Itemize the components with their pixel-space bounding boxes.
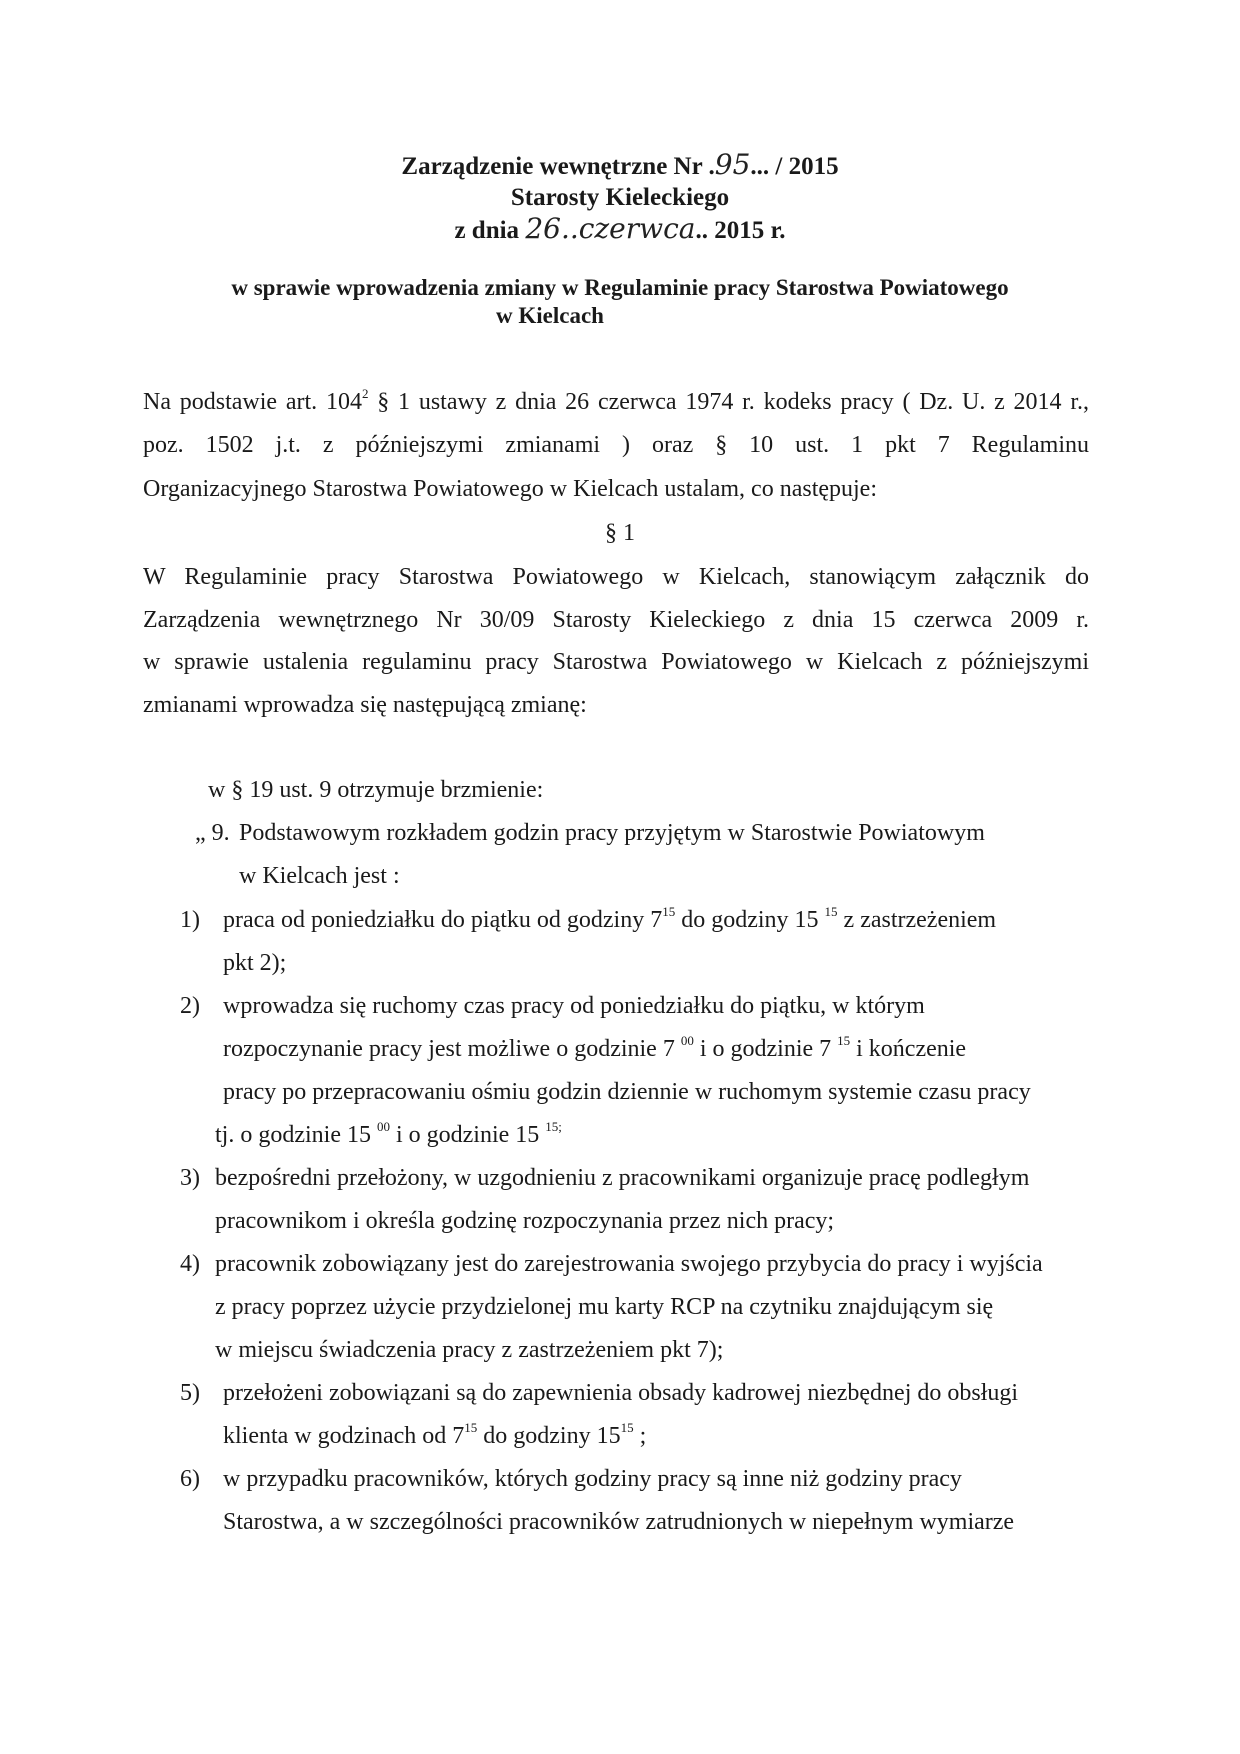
date-prefix: z dnia [454, 217, 526, 244]
superscript: 15 [464, 1420, 478, 1435]
list-item-number: 1) [180, 907, 200, 933]
handwritten-date: 26..czerwca [525, 212, 696, 245]
list-item-line: Starostwa, a w szczególności pracowników zatrudnionych w niepełnym wymiarze [223, 1509, 1015, 1535]
title-prefix: Zarządzenie wewnętrzne Nr . [401, 153, 715, 180]
superscript: 00 [376, 1119, 390, 1134]
item-text: tj. o godzinie 15 [215, 1122, 377, 1148]
list-item-number: 2) [180, 993, 200, 1019]
handwritten-number: 95 [714, 148, 751, 181]
superscript: 2 [361, 386, 369, 401]
list-item-line: pracownikom i określa godzinę rozpoczynania przez nich pracy; [215, 1208, 835, 1234]
date-suffix: .. 2015 r. [695, 217, 786, 244]
section-line-2: Zarządzenia wewnętrznego Nr 30/09 Starosty Kieleckiego z dnia 15 czerwca 2009 r. [143, 607, 1089, 633]
list-item-number: 6) [180, 1466, 200, 1492]
superscript: 15 [662, 904, 676, 919]
item-text: z zastrzeżeniem [837, 907, 997, 933]
item-text: ; [633, 1423, 647, 1449]
superscript: 00 [680, 1033, 694, 1048]
list-item-line: w przypadku pracowników, których godziny pracy są inne niż godziny pracy [223, 1466, 962, 1492]
preamble-line-2: poz. 1502 j.t. z późniejszymi zmianami ) oraz § 10 ust. 1 pkt 7 Regulaminu [143, 432, 1089, 458]
issue-date [0, 214, 1240, 246]
section-line-1: W Regulaminie pracy Starostwa Powiatowego w Kielcach, stanowiącym załącznik do [143, 564, 1089, 590]
list-item-line: w miejscu świadczenia pracy z zastrzeżeniem pkt 7); [215, 1337, 724, 1363]
section-line-4: zmianami wprowadza się następującą zmianę: [143, 692, 587, 718]
item-text: praca od poniedziałku do piątku od godziny 7 [223, 907, 663, 933]
issuer: Starosty Kieleckiego [510, 184, 730, 211]
paragraph-9-line-2: w Kielcach jest : [239, 863, 400, 889]
list-item-number: 3) [180, 1165, 200, 1191]
paragraph-9-line-1: Podstawowym rozkładem godzin pracy przyjętym w Starostwie Powiatowym [239, 820, 985, 846]
section-heading: § 1 [605, 520, 635, 546]
preamble-text: § 1 ustawy z dnia 26 czerwca 1974 r. kodeks pracy ( Dz. U. z 2014 r., [368, 389, 1090, 415]
item-text: rozpoczynanie pracy jest możliwe o godzinie 7 [223, 1036, 681, 1062]
title-suffix: ... / 2015 [750, 153, 839, 180]
list-item-line: pracownik zobowiązany jest do zarejestrowania swojego przybycia do pracy i wyjścia [215, 1251, 1043, 1277]
superscript: 15 [620, 1420, 634, 1435]
section-line-3: w sprawie ustalenia regulaminu pracy Starostwa Powiatowego w Kielcach z późniejszymi [143, 649, 1089, 675]
list-item-line [223, 1421, 646, 1451]
list-item-number: 4) [180, 1251, 200, 1277]
list-item-line [215, 1120, 562, 1150]
list-item-number: 5) [180, 1380, 200, 1406]
item-text: do godziny 15 [477, 1423, 621, 1449]
subject-line-1: w sprawie wprowadzenia zmiany w Regulaminie pracy Starostwa Powiatowego [231, 275, 1009, 300]
item-text: i o godzinie 15 [389, 1122, 546, 1148]
list-item-line: z pracy poprzez użycie przydzielonej mu karty RCP na czytniku znajdującym się [215, 1294, 994, 1320]
list-item-line: bezpośredni przełożony, w uzgodnieniu z pracownikami organizuje pracę podległym [215, 1165, 1030, 1191]
amendment-intro: w § 19 ust. 9 otrzymuje brzmienie: [208, 777, 544, 803]
superscript: 15; [545, 1119, 562, 1134]
superscript: 15 [824, 904, 838, 919]
preamble-text: Na podstawie art. 104 [143, 389, 362, 415]
item-text: i kończenie [850, 1036, 967, 1062]
list-item-line: pkt 2); [223, 950, 287, 976]
preamble-line-3: Organizacyjnego Starostwa Powiatowego w Kielcach ustalam, co następuje: [143, 476, 878, 502]
list-item-line [223, 905, 996, 935]
paragraph-number: „ 9. [195, 820, 230, 846]
list-item-line: przełożeni zobowiązani są do zapewnienia obsady kadrowej niezbędnej do obsługi [223, 1380, 1019, 1406]
preamble-line-1 [143, 387, 1089, 417]
document-title [0, 150, 1240, 182]
item-text: do godziny 15 [675, 907, 825, 933]
item-text: klienta w godzinach od 7 [223, 1423, 465, 1449]
list-item-line [223, 1034, 966, 1064]
list-item-line: wprowadza się ruchomy czas pracy od poniedziałku do piątku, w którym [223, 993, 925, 1019]
list-item-line: pracy po przepracowaniu ośmiu godzin dziennie w ruchomym systemie czasu pracy [223, 1079, 1031, 1105]
item-text: i o godzinie 7 [693, 1036, 838, 1062]
superscript: 15 [837, 1033, 851, 1048]
subject-line-2: w Kielcach [496, 303, 604, 328]
